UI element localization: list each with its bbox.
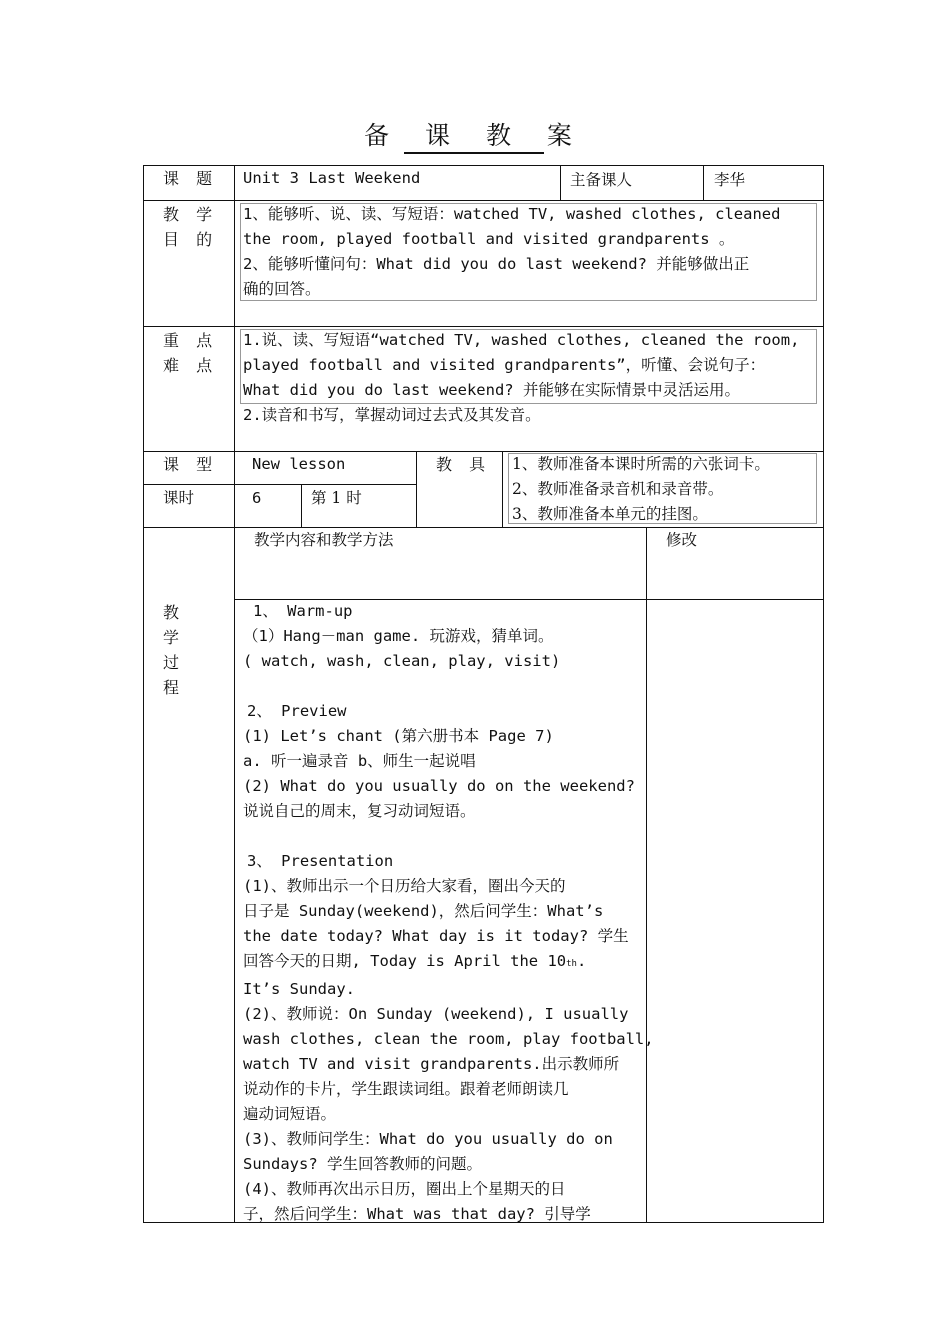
tools-label: 教 具 (436, 455, 492, 474)
process-line: 3、 Presentation (247, 852, 394, 870)
process-line: (3)、教师问学生：What do you usually do on (243, 1130, 613, 1148)
tools-item: 2、教师准备录音机和录音带。 (512, 480, 724, 498)
tools-item: 1、教师准备本课时所需的六张词卡。 (512, 455, 770, 473)
process-line: 日子是 Sunday(weekend)，然后问学生：What’s (243, 902, 604, 920)
tools-list (512, 452, 770, 527)
hours-value: 6 (252, 489, 262, 507)
process-line: (2)、教师说：On Sunday (weekend), I usually (243, 1005, 629, 1023)
process-line (243, 674, 654, 699)
period-value: 第 1 时 (311, 489, 362, 507)
ordinal-suffix: th (566, 959, 577, 969)
process-line: 1、 Warm-up (253, 602, 353, 620)
revise-header: 修改 (666, 531, 698, 549)
lesson-type-label: 课 型 (163, 455, 219, 474)
topic-label: 课 题 (163, 169, 219, 188)
process-line: wash clothes, clean the room, play football, (243, 1030, 654, 1048)
keypoints-line: 1.说、读、写短语“watched TV, washed clothes, cleaned the room, (243, 331, 800, 349)
process-line: 遍动词短语。 (243, 1105, 337, 1123)
process-line: (1) Let’s chant (第六册书本 Page 7) (243, 727, 554, 745)
process-line-with-ordinal (243, 949, 654, 977)
process-label-char: 教 (163, 603, 186, 622)
keypoints-text (243, 328, 799, 428)
keypoints-line: played football and visited grandparents”，听懂、会说句子： (243, 356, 766, 374)
process-content (243, 599, 654, 1227)
process-line: Sundays? 学生回答教师的问题。 (243, 1155, 482, 1173)
keypoints-label-line2: 难 点 (163, 356, 219, 375)
process-line: (1)、教师出示一个日历给大家看，圈出今天的 (243, 877, 566, 895)
process-line: a. 听一遍录音 b、师生一起说唱 (243, 752, 476, 770)
process-line: 说动作的卡片，学生跟读词组。跟着老师朗读几 (243, 1080, 569, 1098)
process-label-char: 程 (163, 678, 186, 697)
objectives-line: 1、能够听、说、读、写短语：watched TV, washed clothes, cleaned (243, 205, 781, 223)
preparer-value: 李华 (714, 171, 746, 189)
objectives-text (243, 202, 780, 302)
keypoints-line: 2.读音和书写，掌握动词过去式及其发音。 (243, 406, 541, 424)
document-title: 备 课 教 案 (364, 121, 586, 150)
process-line: ( watch, wash, clean, play, visit) (243, 652, 561, 670)
ordinal-period: . (576, 952, 587, 970)
process-line: (4)、教师再次出示日历，圈出上个星期天的日 (243, 1180, 566, 1198)
process-line: 2、 Preview (247, 702, 347, 720)
objectives-label-line1: 教 学 (163, 205, 219, 224)
process-line: It’s Sunday. (243, 980, 355, 998)
hours-label: 课时 (163, 489, 195, 507)
process-label-char: 过 (163, 653, 186, 672)
topic-value: Unit 3 Last Weekend (243, 169, 421, 187)
keypoints-line: What did you do last weekend? 并能够在实际情景中灵活运用。 (243, 381, 740, 399)
process-line: 子，然后问学生：What was that day? 引导学 (243, 1205, 591, 1223)
process-line (243, 824, 654, 849)
process-line: watch TV and visit grandparents.出示教师所 (243, 1055, 620, 1073)
process-label (163, 600, 185, 700)
process-line: （1）Hang－man game. 玩游戏，猜单词。 (243, 627, 554, 645)
objectives-line: the room, played football and visited grandparents 。 (243, 230, 735, 248)
lesson-type-value: New lesson (252, 455, 346, 473)
tools-item: 3、教师准备本单元的挂图。 (512, 505, 708, 523)
content-header: 教学内容和教学方法 (254, 531, 394, 549)
objectives-line: 2、能够听懂问句：What did you do last weekend? 并能够做出正 (243, 255, 750, 273)
preparer-label: 主备课人 (570, 171, 633, 189)
objectives-label-line2: 目 的 (163, 230, 219, 249)
process-line: (2) What do you usually do on the weekend? (243, 777, 635, 795)
process-line-text: 回答今天的日期, Today is April the 10 (243, 952, 567, 970)
process-line: 说说自己的周末，复习动词短语。 (243, 802, 476, 820)
objectives-line: 确的回答。 (243, 280, 321, 298)
title-underline (404, 152, 544, 154)
process-line: the date today? What day is it today? 学生 (243, 927, 629, 945)
process-label-char: 学 (163, 628, 186, 647)
keypoints-label-line1: 重 点 (163, 331, 219, 350)
